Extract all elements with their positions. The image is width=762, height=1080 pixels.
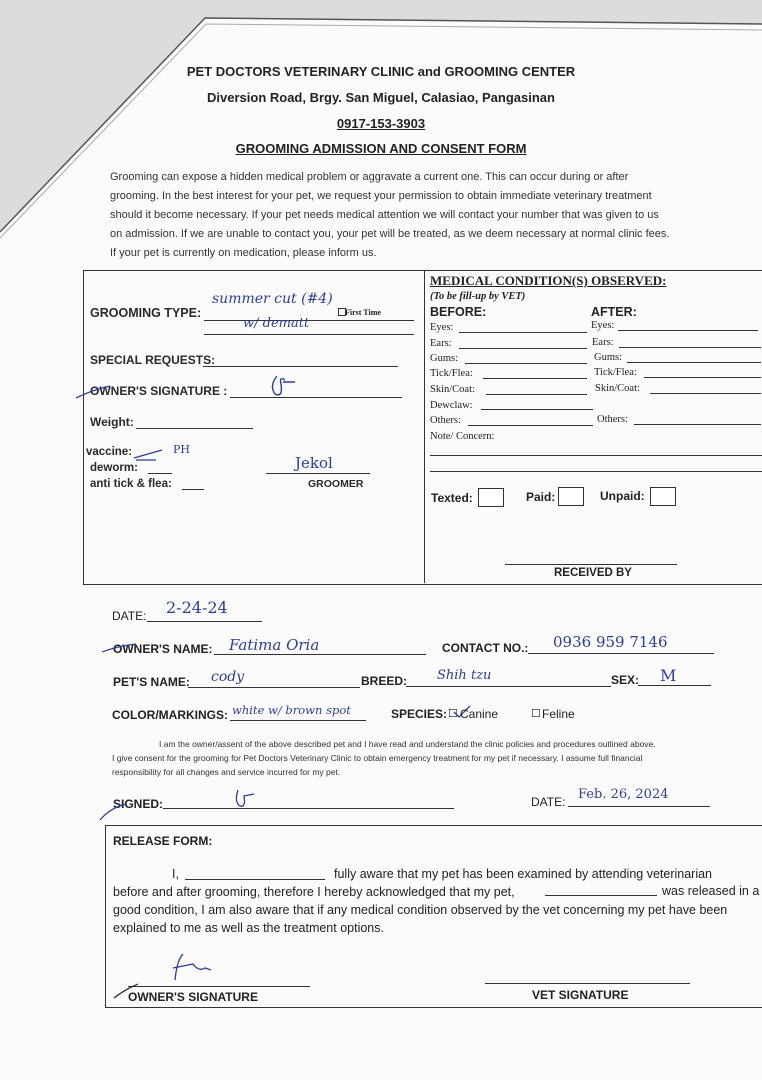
grooming-type-value-2: w/ dematt (243, 316, 310, 331)
pet-name-label: PET'S NAME: (113, 675, 190, 689)
weight-label: Weight: (90, 415, 134, 429)
release-line-1: fully aware that my pet has been examined by attending veterinarian (334, 867, 713, 881)
signed-line[interactable] (163, 808, 454, 809)
first-time-label: First Time (345, 308, 381, 317)
owner-name-value: Fatima Oria (229, 636, 320, 654)
unpaid-label: Unpaid: (600, 489, 645, 503)
feline-checkbox[interactable]: ☐ (531, 708, 541, 720)
release-line-3: good condition, I am also aware that if any medical condition observed by the vet concerning my pet have been (113, 903, 728, 917)
grooming-type-line-2[interactable] (204, 334, 414, 335)
contact-value: 0936 959 7146 (553, 633, 668, 651)
weight-line[interactable] (136, 428, 253, 429)
release-line-2b: was released in a (662, 884, 760, 898)
note-line-1[interactable] (430, 455, 762, 456)
owner-name-tick (100, 638, 140, 656)
intro-line: on admission. If we are unable to contact you, your pet will be treated, as we deem necessary at normal clinic fees. (110, 228, 670, 240)
after-others-label: Others: (597, 414, 628, 425)
intro-line: If your pet is currently on medication, please inform us. (110, 247, 377, 259)
anti-tick-label: anti tick & flea: (90, 478, 172, 490)
signed-tick (96, 796, 130, 824)
after-tick-label: Tick/Flea: (594, 367, 637, 378)
color-value: white w/ brown spot (232, 703, 351, 717)
release-line-4: explained to me as well as the treatment options. (113, 921, 384, 935)
canine-checkbox[interactable]: ☐ (448, 708, 458, 720)
special-requests-line[interactable] (203, 366, 398, 367)
sex-line[interactable] (638, 685, 711, 686)
before-tick-line[interactable] (483, 378, 587, 379)
after-gums-label: Gums: (594, 352, 623, 363)
signed-label: SIGNED: (113, 797, 164, 811)
anti-tick-line[interactable] (182, 489, 204, 490)
consent-paragraph (112, 737, 656, 779)
sex-label: SEX: (611, 673, 640, 687)
clinic-address: Diversion Road, Brgy. San Miguel, Calasiao, Pangasinan (207, 90, 555, 105)
clinic-name: PET DOCTORS VETERINARY CLINIC and GROOMING CENTER (186, 64, 576, 79)
pet-name-line[interactable] (188, 687, 360, 688)
before-dewclaw-label: Dewclaw: (430, 400, 473, 411)
release-owner-signature-label: OWNER'S SIGNATURE (128, 990, 258, 1004)
paid-checkbox[interactable] (558, 487, 584, 506)
release-pet-line[interactable] (545, 895, 657, 896)
consent-line: I am the owner/assent of the above described pet and I have read and understand the clinic policies and procedures outlined above. (159, 739, 656, 749)
paid-label: Paid: (526, 490, 556, 504)
intro-line: Grooming can expose a hidden medical problem or aggravate a current one. This can occur during or after (110, 171, 629, 183)
before-tick-label: Tick/Flea: (430, 368, 473, 379)
vaccine-value: PH (173, 443, 190, 456)
vaccine-check-mark (132, 446, 166, 462)
before-dewclaw-line[interactable] (481, 409, 593, 410)
sex-value: M (660, 666, 677, 685)
release-title: RELEASE FORM: (113, 834, 213, 848)
box-divider (424, 271, 425, 583)
owner-signature-line[interactable] (230, 397, 402, 398)
release-owner-signature-scribble (165, 950, 215, 984)
breed-label: BREED: (361, 674, 408, 688)
owner-name-label: OWNER'S NAME: (113, 642, 213, 656)
intro-line: grooming. In the best interest for your pet, we request your permission to obtain immediate veterinary treatment (110, 190, 652, 202)
vaccine-label: vaccine: (86, 446, 133, 458)
before-gums-label: Gums: (430, 353, 459, 364)
groomer-signature: Jekol (295, 454, 333, 472)
medical-subtitle: (To be fill-up by VET) (430, 291, 526, 302)
release-i: I, (172, 867, 179, 881)
after-skin-line[interactable] (650, 393, 761, 394)
received-by-line[interactable] (505, 564, 677, 565)
before-gums-line[interactable] (465, 363, 587, 364)
contact-line[interactable] (528, 653, 714, 654)
canine-label: Canine (460, 707, 499, 721)
signed-date-label: DATE: (531, 795, 566, 809)
medical-title: MEDICAL CONDITION(S) OBSERVED: (430, 273, 667, 288)
grooming-type-label: GROOMING TYPE: (90, 306, 202, 320)
date-label: DATE: (112, 609, 147, 623)
groomer-line[interactable] (266, 473, 370, 474)
clinic-phone: 0917-153-3903 (336, 116, 426, 131)
color-label: COLOR/MARKINGS: (112, 708, 228, 722)
owner-signature-tick (74, 378, 114, 402)
owner-signature-label: OWNER'S SIGNATURE : (90, 384, 228, 398)
form-title: GROOMING ADMISSION AND CONSENT FORM (235, 141, 527, 156)
after-skin-label: Skin/Coat: (595, 383, 640, 394)
vet-signature-label: VET SIGNATURE (532, 988, 629, 1002)
color-line[interactable] (230, 720, 366, 721)
contact-label: CONTACT NO.: (442, 641, 529, 655)
release-owner-signature-line[interactable] (128, 986, 310, 987)
after-eyes-label: Eyes: (591, 320, 615, 331)
received-by-label: RECEIVED BY (554, 567, 632, 579)
owner-name-line[interactable] (214, 654, 426, 655)
owner-signature-scribble (265, 372, 305, 402)
feline-label: Feline (542, 707, 575, 721)
before-eyes-label: Eyes: (430, 322, 454, 333)
grooming-type-value: summer cut (#4) (212, 291, 333, 307)
consent-line: responsibility for all changes and service incurred for my pet. (112, 767, 341, 777)
release-name-line[interactable] (185, 879, 325, 880)
after-ears-line[interactable] (619, 347, 761, 348)
breed-value: Shih tzu (437, 668, 492, 683)
date-value: 2-24-24 (166, 598, 228, 617)
species-label: SPECIES: (391, 707, 448, 721)
before-others-label: Others: (430, 415, 461, 426)
after-others-line[interactable] (634, 424, 761, 425)
unpaid-checkbox[interactable] (650, 487, 676, 506)
groomer-label: GROOMER (308, 478, 364, 490)
consent-line: I give consent for the grooming for Pet Doctors Veterinary Clinic to obtain emergency treatment for my pet if necessary. I assume full financial (112, 753, 643, 763)
date-line[interactable] (147, 621, 262, 622)
after-ears-label: Ears: (592, 337, 614, 348)
texted-checkbox[interactable] (478, 488, 504, 507)
pet-name-value: cody (211, 669, 245, 685)
signed-signature-scribble (232, 788, 262, 810)
note-line-2[interactable] (430, 471, 762, 472)
before-ears-label: Ears: (430, 338, 452, 349)
note-label: Note/ Concern: (430, 431, 495, 442)
vet-signature-line[interactable] (485, 983, 690, 984)
deworm-label: deworm: (90, 462, 138, 474)
intro-paragraph (110, 168, 669, 263)
after-eyes-line[interactable] (618, 330, 758, 331)
after-tick-line[interactable] (644, 377, 761, 378)
breed-line[interactable] (406, 686, 611, 687)
signed-date-line[interactable] (568, 806, 710, 807)
release-line-2a: before and after grooming, therefore I hereby acknowledged that my pet, (113, 885, 515, 899)
before-ears-line[interactable] (459, 348, 587, 349)
before-eyes-line[interactable] (459, 332, 587, 333)
before-others-line[interactable] (468, 425, 593, 426)
before-label: BEFORE: (430, 305, 487, 319)
after-label: AFTER: (591, 305, 637, 319)
deworm-line[interactable] (148, 473, 172, 474)
before-skin-line[interactable] (486, 394, 587, 395)
after-gums-line[interactable] (627, 362, 761, 363)
before-skin-label: Skin/Coat: (430, 384, 475, 395)
signed-date-value: Feb. 26, 2024 (578, 787, 669, 802)
intro-line: should it become necessary. If your pet needs medical attention we will contact your number that was given to us (110, 209, 659, 221)
special-requests-label: SPECIAL REQUESTS: (90, 353, 216, 367)
texted-label: Texted: (431, 491, 473, 505)
